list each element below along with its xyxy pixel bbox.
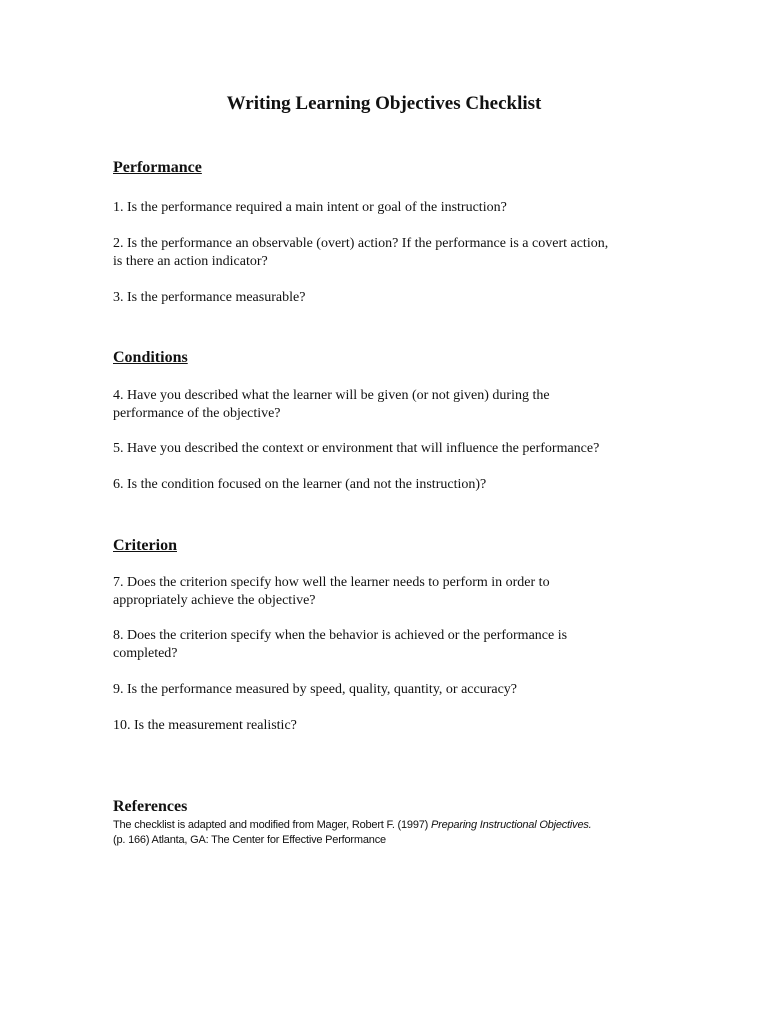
checklist-item-text: performance of the objective? (113, 406, 281, 421)
checklist-item-text: 2. Is the performance an observable (overt) action? If the performance is a covert action, (113, 236, 609, 251)
checklist-item-6 (113, 476, 653, 494)
checklist-item-text: 4. Have you described what the learner will be given (or not given) during the (113, 388, 550, 403)
section-heading-performance: Performance (113, 159, 202, 176)
section-heading-criterion: Criterion (113, 537, 177, 554)
checklist-item-7 (113, 574, 653, 610)
book-title: Preparing Instructional Objectives. (431, 819, 592, 831)
checklist-item-text: appropriately achieve the objective? (113, 593, 316, 608)
checklist-item-text: completed? (113, 646, 178, 661)
checklist-item-1 (113, 199, 653, 217)
checklist-item-9 (113, 681, 653, 699)
checklist-item-5 (113, 440, 653, 458)
citation-text: (p. 166) Atlanta, GA: The Center for Effective Performance (113, 834, 386, 846)
section-heading-conditions: Conditions (113, 349, 188, 366)
citation-text: The checklist is adapted and modified from Mager, Robert F. (1997) (113, 819, 431, 831)
checklist-item-text: 1. Is the performance required a main intent or goal of the instruction? (113, 200, 507, 215)
checklist-item-text: 8. Does the criterion specify when the behavior is achieved or the performance is (113, 628, 568, 643)
checklist-item-text: 5. Have you described the context or environment that will influence the performance? (113, 441, 600, 456)
checklist-item-3 (113, 289, 653, 307)
page-title: Writing Learning Objectives Checklist (226, 93, 542, 114)
checklist-item-8 (113, 627, 653, 663)
checklist-item-4 (113, 387, 653, 423)
checklist-item-text: 3. Is the performance measurable? (113, 290, 306, 305)
checklist-item-text: 6. Is the condition focused on the learner (and not the instruction)? (113, 477, 487, 492)
checklist-item-text: is there an action indicator? (113, 254, 268, 269)
checklist-item-text: 9. Is the performance measured by speed, quality, quantity, or accuracy? (113, 682, 518, 697)
checklist-item-text: 7. Does the criterion specify how well the learner needs to perform in order to (113, 575, 550, 590)
references-heading: References (113, 798, 188, 815)
checklist-item-2 (113, 235, 653, 271)
checklist-item-text: 10. Is the measurement realistic? (113, 718, 297, 733)
references-citation (113, 818, 673, 848)
checklist-item-10 (113, 717, 653, 735)
